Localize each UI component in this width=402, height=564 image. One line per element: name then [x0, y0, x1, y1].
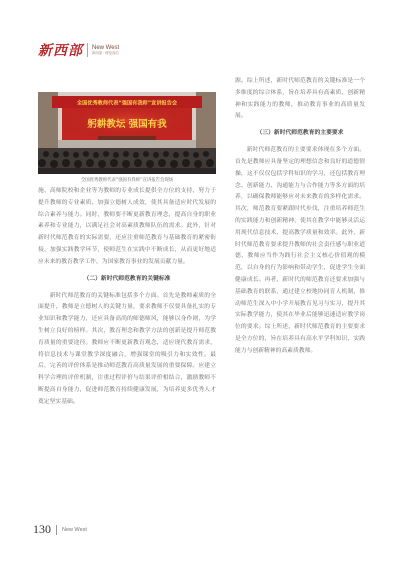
footer-divider [56, 525, 57, 535]
photo-banner-text: 全国优秀教师代表“强国有我师”宣讲报告会 [76, 100, 178, 107]
right-paragraph-1: 源。综上所述，新时代师范教育的关键标准是一个多维度的综合体系，旨在培养具有高素质、创新精神和实践能力的教师，推动教育事业的高质量发展。 [235, 78, 365, 120]
conference-photo-illustration [38, 92, 216, 174]
left-column [38, 186, 216, 409]
masthead-brand-en: New West [92, 44, 120, 51]
photo-slogan: 躬耕教坛 强国有我 [87, 119, 167, 130]
magazine-logo: 新西部 [38, 43, 83, 59]
left-paragraph-1: 施、高师院校和企业等为教师的专业成长提供全方位的支持，努力于提升教师的专业素质、加强立德树人成效，使其具备适应时代发展的综合素养与能力。同时，教师要不断更新教育理念，提高自身的职业素养和专业能力，以满足社会对高素质教师队伍的需求。此外，针对新时代师范教育的实际需要，还应注重师范教育与基础教育的紧密衔接，加强实践教学环节，使师范生在实践中不断成长，从而更好地适应未来的教育教学工作，为国家教育事业的发展贡献力量。 [38, 188, 216, 265]
right-paragraph-2: 新时代师范教育的主要要求体现在多个方面。首先是教师应具备坚定的理想信念和良好的道德情操，这不仅仅包括学科知识的学习，还包括教育理念、创新能力、沟通能力与合作能力等多方面的培养，以确保教师能够应对未来教育的多样化需求。其次，师范教育要紧跟时代步伐，注重培养师范生的实践能力和创新精神，使其在教学中能够灵活运用现代信息技术，提高教学质量和效率。此外，新时代师范教育要求提升教师的社会责任感与职业道德，教师应当作为践行社会主义核心价值观的模范，以自身的行为影响和带动学生，促进学生全面健康成长。再者，新时代的师范教育还要求加强与基础教育的联系，通过建立校地协同育人机制，推动师范生深入中小学开展教育见习与实习，提升其实际教学能力，使其在毕业后能够迅速适应教学岗位的要求。综上所述，新时代师范教育的主要要求是全方位的，旨在培养具有高水平学科知识、实践能力与创新精神的高素质教师。 [235, 147, 365, 354]
left-paragraph-2: 新时代师范教育的关键标准包括多个方面。首先是教师素质的全面提升，教师是立德树人的关键力量，要求教师不仅要具备扎实的专业知识和教学能力，还应具备高尚的师德师风，能够以身作则，为学生树立良好的榜样。其次，教育理念和教学方法的创新是提升师范教育质量的重要途径。教师应不断更新教育观念，适应现代教育需求，将信息技术与课堂教学深度融合，增强课堂的吸引力和实效性。最后，完善的评价体系是推动师范教育高质量发展的重要保障。应建立科学合理的评价机制，注重过程评价与结果评价相结合，激励教师不断提高自身能力，促进师范教育持续健康发展，为培养更多优秀人才奠定坚实基础。 [38, 292, 216, 405]
masthead [38, 40, 119, 60]
footer-brand: New West [62, 526, 87, 533]
right-column [235, 76, 365, 358]
section-heading-3: （三）新时代师范教育的主要要求 [256, 130, 344, 137]
page-footer [33, 522, 87, 537]
masthead-divider [87, 43, 88, 57]
section-heading-2: （二）新时代师范教育的关键标准 [83, 275, 171, 282]
masthead-english [92, 45, 119, 55]
conference-photo [38, 92, 216, 174]
page-number: 130 [33, 522, 51, 536]
masthead-brand-sub: 新西部 · 理论前沿 [92, 50, 119, 55]
photo-caption: 全国优秀教师代表“强国有我师”宣讲报告会现场 [80, 178, 174, 183]
